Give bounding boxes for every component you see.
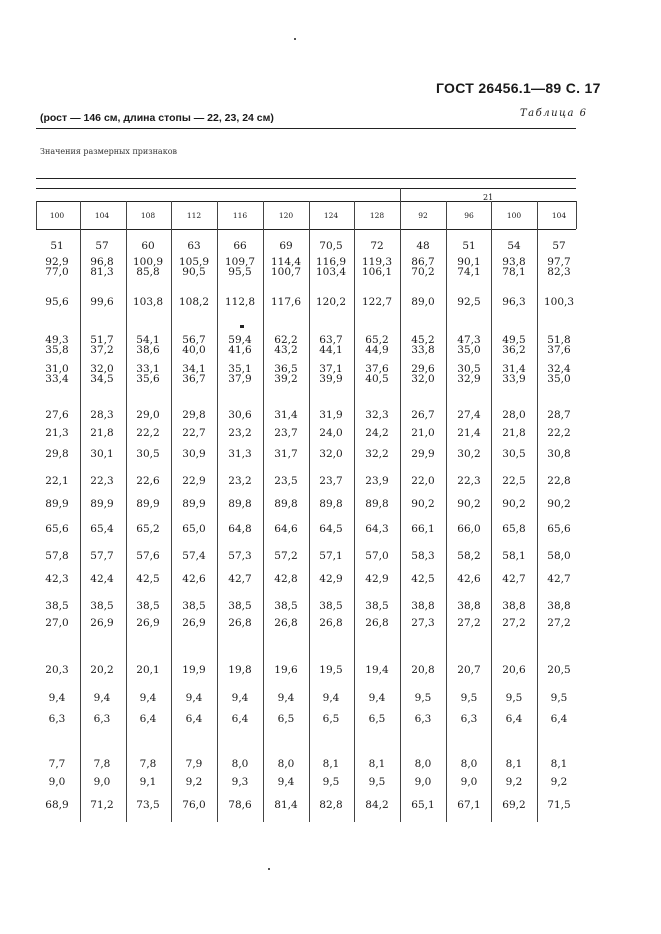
table-cell: 90,2 [457,498,481,510]
table-cell: 38,8 [547,600,571,612]
header-rule-1 [36,178,576,179]
table-cell: 35,1 37,9 [228,363,252,385]
table-cell: 20,1 [136,664,160,676]
table-cell: 6,3 [414,713,432,725]
table-cell: 8,0 [414,758,432,770]
column-header: 112 [186,211,202,220]
table-cell: 30,5 32,9 [457,363,481,385]
table-cell: 27,3 [411,617,435,629]
table-cell: 19,5 [319,664,343,676]
table-cell: 64,3 [365,523,389,535]
table-cell: 9,5 [550,692,568,704]
table-cell: 30,1 [90,448,114,460]
table-cell: 86,7 70,2 [411,256,435,278]
table-cell: 57,6 [136,550,160,562]
table-cell: 22,2 [547,427,571,439]
table-cell: 9,2 [550,776,568,788]
table-cell: 26,9 [136,617,160,629]
table-cell: 23,9 [365,475,389,487]
table-cell: 65,2 44,9 [365,334,389,356]
table-cell: 48 [416,240,430,252]
column-separator [491,201,492,822]
table-cell: 49,3 35,8 [45,334,69,356]
table-cell: 6,5 [322,713,340,725]
table-cell: 26,8 [228,617,252,629]
table-caption: Значения размерных признаков [40,147,178,156]
table-cell: 38,5 [228,600,252,612]
table-cell: 9,5 [368,776,386,788]
table-cell: 38,5 [365,600,389,612]
table-cell: 9,1 [139,776,157,788]
table-cell: 82,8 [319,799,343,811]
column-separator [309,201,310,822]
table-cell: 42,7 [547,573,571,585]
table-cell: 89,9 [182,498,206,510]
table-cell: 47,3 35,0 [457,334,481,356]
table-cell: 20,7 [457,664,481,676]
table-cell: 22,8 [547,475,571,487]
column-header: 100 [506,211,522,220]
table-cell: 8,1 [368,758,386,770]
table-cell: 21,8 [502,427,526,439]
table-cell: 19,6 [274,664,298,676]
table-cell: 69 [279,240,293,252]
table-cell: 26,8 [274,617,298,629]
table-cell: 26,7 [411,409,435,421]
table-cell: 38,5 [319,600,343,612]
table-cell: 65,1 [411,799,435,811]
column-header: 92 [418,211,428,220]
table-cell: 9,5 [322,776,340,788]
column-header: 116 [232,211,248,220]
column-header: 104 [551,211,567,220]
column-header: 128 [369,211,385,220]
column-header: 100 [49,211,65,220]
column-header: 120 [278,211,294,220]
table-cell: 24,2 [365,427,389,439]
table-cell: 58,0 [547,550,571,562]
table-cell: 114,4 100,7 [270,256,302,278]
table-cell: 38,5 [182,600,206,612]
table-cell: 69,2 [502,799,526,811]
table-cell: 100,3 [543,296,575,308]
table-cell: 58,1 [502,550,526,562]
table-cell: 24,0 [319,427,343,439]
column-header: 104 [94,211,110,220]
table-cell: 70,5 [319,240,343,252]
table-cell: 6,4 [185,713,203,725]
table-cell: 73,5 [136,799,160,811]
table-cell: 19,4 [365,664,389,676]
table-cell: 49,5 36,2 [502,334,526,356]
table-cell: 26,9 [90,617,114,629]
table-cell: 71,2 [90,799,114,811]
table-cell: 42,5 [411,573,435,585]
table-cell: 29,0 [136,409,160,421]
column-header: 96 [464,211,474,220]
table-cell: 42,4 [90,573,114,585]
page-header: ГОСТ 26456.1—89 С. 17 [436,80,601,96]
table-cell: 58,2 [457,550,481,562]
table-cell: 63,7 44,1 [319,334,343,356]
table-cell: 60 [141,240,155,252]
table-cell: 89,8 [365,498,389,510]
table-cell: 90,2 [547,498,571,510]
table-cell: 30,5 [136,448,160,460]
table-cell: 71,5 [547,799,571,811]
table-cell: 8,0 [231,758,249,770]
table-cell: 23,2 [228,475,252,487]
table-cell: 105,9 90,5 [178,256,210,278]
table-cell: 37,1 39,9 [319,363,343,385]
table-cell: 27,0 [45,617,69,629]
table-cell: 29,9 [411,448,435,460]
table-cell: 20,2 [90,664,114,676]
table-cell: 119,3 106,1 [361,256,393,278]
page-mark [240,325,244,328]
table-cell: 19,8 [228,664,252,676]
column-separator [217,201,218,822]
table-cell: 36,5 39,2 [274,363,298,385]
table-cell: 28,7 [547,409,571,421]
table-cell: 8,1 [322,758,340,770]
table-cell: 31,9 [319,409,343,421]
table-cell: 56,7 40,0 [182,334,206,356]
table-cell: 29,6 32,0 [411,363,435,385]
table-cell: 9,5 [505,692,523,704]
column-header-top-rule [36,201,576,202]
table-cell: 9,0 [48,776,66,788]
table-cell: 117,6 [270,296,302,308]
table-cell: 38,5 [90,600,114,612]
table-cell: 9,2 [185,776,203,788]
table-cell: 66,0 [457,523,481,535]
table-cell: 28,0 [502,409,526,421]
table-cell: 30,6 [228,409,252,421]
table-cell: 57 [95,240,109,252]
table-cell: 42,9 [319,573,343,585]
table-cell: 63 [187,240,201,252]
table-cell: 22,5 [502,475,526,487]
header-rule-2 [36,188,576,189]
table-cell: 26,9 [182,617,206,629]
table-cell: 8,1 [505,758,523,770]
table-cell: 21,4 [457,427,481,439]
table-cell: 27,2 [547,617,571,629]
table-cell: 38,8 [411,600,435,612]
table-cell: 7,8 [93,758,111,770]
table-cell: 9,0 [460,776,478,788]
table-cell: 9,0 [93,776,111,788]
table-cell: 100,9 85,8 [132,256,164,278]
table-cell: 90,1 74,1 [457,256,481,278]
table-cell: 9,4 [185,692,203,704]
table-cell: 92,5 [457,296,481,308]
table-cell: 64,8 [228,523,252,535]
table-cell: 23,5 [274,475,298,487]
table-cell: 109,7 95,5 [224,256,256,278]
table-cell: 31,3 [228,448,252,460]
table-cell: 112,8 [224,296,256,308]
table-cell: 27,6 [45,409,69,421]
table-cell: 54,1 38,6 [136,334,160,356]
table-cell: 90,2 [502,498,526,510]
table-cell: 95,6 [45,296,69,308]
table-cell: 23,7 [319,475,343,487]
table-cell: 66,1 [411,523,435,535]
table-cell: 7,8 [139,758,157,770]
table-cell: 42,6 [457,573,481,585]
table-cell: 22,1 [45,475,69,487]
table-cell: 9,4 [277,692,295,704]
table-cell: 8,1 [550,758,568,770]
table-cell: 42,7 [502,573,526,585]
table-cell: 97,7 82,3 [547,256,571,278]
table-cell: 99,6 [90,296,114,308]
table-cell: 22,7 [182,427,206,439]
table-cell: 27,2 [502,617,526,629]
table-cell: 37,6 40,5 [365,363,389,385]
table-cell: 65,2 [136,523,160,535]
table-cell: 57,2 [274,550,298,562]
table-cell: 9,4 [231,692,249,704]
table-cell: 90,2 [411,498,435,510]
table-cell: 89,8 [274,498,298,510]
table-cell: 20,6 [502,664,526,676]
table-cell: 81,4 [274,799,298,811]
table-cell: 9,0 [414,776,432,788]
table-cell: 31,0 33,4 [45,363,69,385]
table-cell: 108,2 [178,296,210,308]
table-cell: 9,4 [322,692,340,704]
table-cell: 6,4 [550,713,568,725]
table-cell: 23,7 [274,427,298,439]
table-cell: 65,6 [547,523,571,535]
table-cell: 67,1 [457,799,481,811]
table-cell: 68,9 [45,799,69,811]
table-cell: 89,8 [228,498,252,510]
table-cell: 9,3 [231,776,249,788]
table-cell: 6,4 [139,713,157,725]
table-cell: 42,3 [45,573,69,585]
table-cell: 21,3 [45,427,69,439]
column-header: 124 [323,211,339,220]
table-cell: 30,9 [182,448,206,460]
table-cell: 51 [462,240,476,252]
table-cell: 9,2 [505,776,523,788]
page-mark [294,38,296,40]
table-cell: 57,8 [45,550,69,562]
table-cell: 122,7 [361,296,393,308]
table-cell: 32,4 35,0 [547,363,571,385]
table-cell: 65,4 [90,523,114,535]
table-cell: 78,6 [228,799,252,811]
table-cell: 19,9 [182,664,206,676]
table-cell: 22,3 [457,475,481,487]
table-cell: 42,6 [182,573,206,585]
table-cell: 84,2 [365,799,389,811]
table-cell: 26,8 [365,617,389,629]
table-cell: 22,0 [411,475,435,487]
table-cell: 89,9 [136,498,160,510]
page-mark [268,868,270,870]
table-cell: 38,5 [136,600,160,612]
table-cell: 22,9 [182,475,206,487]
table-cell: 96,3 [502,296,526,308]
column-separator [171,201,172,822]
table-cell: 45,2 33,8 [411,334,435,356]
table-cell: 9,4 [48,692,66,704]
table-subtitle: (рост — 146 см, длина стопы — 22, 23, 24 см) [40,112,274,124]
table-cell: 32,3 [365,409,389,421]
table-cell: 57,0 [365,550,389,562]
table-cell: 6,3 [460,713,478,725]
table-cell: 9,4 [277,776,295,788]
column-separator [263,201,264,822]
table-cell: 6,5 [368,713,386,725]
table-cell: 51 [50,240,64,252]
table-cell: 7,7 [48,758,66,770]
column-separator [126,201,127,822]
table-cell: 54 [507,240,521,252]
table-cell: 9,5 [460,692,478,704]
table-cell: 29,8 [45,448,69,460]
table-label: Таблица 6 [520,108,588,119]
table-cell: 57,7 [90,550,114,562]
column-header: 108 [140,211,156,220]
table-cell: 89,0 [411,296,435,308]
table-cell: 7,9 [185,758,203,770]
table-cell: 21,8 [90,427,114,439]
table-cell: 27,2 [457,617,481,629]
column-separator [537,201,538,822]
table-cell: 9,4 [139,692,157,704]
table-cell: 30,5 [502,448,526,460]
table-cell: 30,2 [457,448,481,460]
table-cell: 62,2 43,2 [274,334,298,356]
table-cell: 32,0 [319,448,343,460]
table-cell: 116,9 103,4 [315,256,347,278]
table-cell: 65,6 [45,523,69,535]
table-cell: 103,8 [132,296,164,308]
column-separator [446,201,447,822]
table-cell: 27,4 [457,409,481,421]
table-cell: 42,7 [228,573,252,585]
table-cell: 31,4 [274,409,298,421]
table-cell: 65,0 [182,523,206,535]
table-cell: 34,1 36,7 [182,363,206,385]
table-cell: 38,5 [45,600,69,612]
table-cell: 64,5 [319,523,343,535]
table-cell: 6,4 [505,713,523,725]
table-cell: 8,0 [460,758,478,770]
table-cell: 58,3 [411,550,435,562]
table-cell: 30,8 [547,448,571,460]
table-cell: 38,5 [274,600,298,612]
table-cell: 38,8 [502,600,526,612]
table-cell: 57,1 [319,550,343,562]
table-cell: 57 [552,240,566,252]
table-cell: 22,6 [136,475,160,487]
table-cell: 20,5 [547,664,571,676]
table-cell: 89,9 [90,498,114,510]
table-cell: 20,3 [45,664,69,676]
table-cell: 96,8 81,3 [90,256,114,278]
top-rule [36,128,576,129]
table-cell: 31,7 [274,448,298,460]
table-cell: 66 [233,240,247,252]
table-cell: 64,6 [274,523,298,535]
table-cell: 72 [370,240,384,252]
column-header-bottom-rule [36,229,576,230]
table-cell: 6,3 [93,713,111,725]
table-cell: 20,8 [411,664,435,676]
table-cell: 89,8 [319,498,343,510]
table-cell: 57,4 [182,550,206,562]
table-cell: 51,8 37,6 [547,334,571,356]
table-cell: 65,8 [502,523,526,535]
group-label: 21 [483,193,494,202]
table-cell: 29,8 [182,409,206,421]
table-cell: 38,8 [457,600,481,612]
table-cell: 42,8 [274,573,298,585]
table-cell: 42,5 [136,573,160,585]
table-cell: 33,1 35,6 [136,363,160,385]
table-cell: 28,3 [90,409,114,421]
table-cell: 120,2 [315,296,347,308]
table-cell: 59,4 41,6 [228,334,252,356]
table-cell: 32,0 34,5 [90,363,114,385]
column-separator [80,201,81,822]
table-cell: 92,9 77,0 [45,256,69,278]
table-cell: 89,9 [45,498,69,510]
table-cell: 9,5 [414,692,432,704]
table-cell: 6,4 [231,713,249,725]
table-cell: 22,2 [136,427,160,439]
table-cell: 9,4 [93,692,111,704]
table-cell: 76,0 [182,799,206,811]
table-cell: 6,3 [48,713,66,725]
table-cell: 21,0 [411,427,435,439]
table-cell: 51,7 37,2 [90,334,114,356]
table-cell: 93,8 78,1 [502,256,526,278]
table-cell: 22,3 [90,475,114,487]
table-cell: 9,4 [368,692,386,704]
table-cell: 57,3 [228,550,252,562]
table-cell: 32,2 [365,448,389,460]
column-separator [354,201,355,822]
table-cell: 6,5 [277,713,295,725]
table-cell: 23,2 [228,427,252,439]
table-cell: 42,9 [365,573,389,585]
table-cell: 26,8 [319,617,343,629]
table-cell: 31,4 33,9 [502,363,526,385]
table-cell: 8,0 [277,758,295,770]
